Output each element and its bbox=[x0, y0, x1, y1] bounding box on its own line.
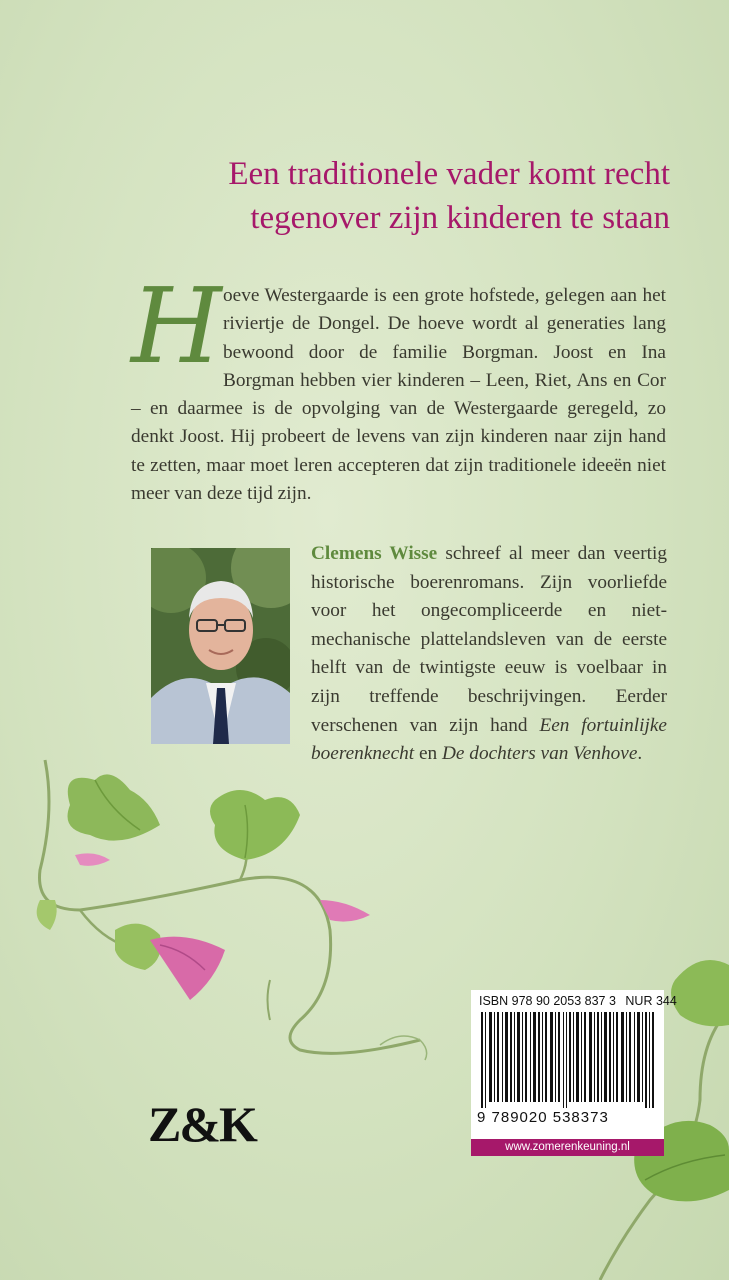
author-bio-text: schreef al meer dan veertig historische boerenromans. Zijn voorliefde voor het ongecompliceerde en niet-mechanische plattelandsleven van de eerste helft van de twintigste eeuw is voelbaar in zijn treffende beschrijvingen. Eerder verschenen van zijn hand bbox=[311, 543, 668, 736]
connector-text: en bbox=[418, 743, 438, 765]
blurb-paragraph bbox=[131, 265, 666, 508]
publisher-logo: Z&K bbox=[148, 1096, 256, 1152]
book-title-1: Een fortuinlijke boerenknecht bbox=[311, 714, 667, 765]
author-bio bbox=[311, 540, 667, 769]
author-portrait-illustration bbox=[151, 548, 290, 744]
publisher-website[interactable]: www.zomerenkeuning.nl bbox=[471, 1139, 664, 1156]
morning-glory-vine-illustration bbox=[0, 750, 460, 1070]
drop-cap: H bbox=[131, 265, 222, 387]
tagline bbox=[120, 152, 670, 240]
book-title-2: De dochters van Venhove bbox=[442, 743, 638, 765]
ean-digits: 9 789020 538373 bbox=[477, 1109, 609, 1126]
bio-end-punctuation: . bbox=[637, 743, 643, 765]
blurb-text: oeve Westergaarde is een grote hofstede, gelegen aan het riviertje de Dongel. De hoeve wordt al generaties lang bewoond door de familie Borgman. Joost en Ina Borgman hebben vier kinderen – Leen, Riet, Ans en Cor – en daarmee is de opvolging van de Westergaarde geregeld, zo denkt Joost. Hij probeert de levens van zijn kinderen naar zijn hand te zetten, maar moet leren accepteren dat zijn traditionele ideeën niet meer van deze tijd zijn. bbox=[131, 285, 666, 505]
tagline-line-2: tegenover zijn kinderen te staan bbox=[250, 200, 670, 236]
barcode-bars bbox=[479, 1012, 657, 1108]
barcode-panel bbox=[471, 990, 677, 1156]
isbn-line bbox=[479, 994, 677, 1008]
isbn-number: ISBN 978 90 2053 837 3 bbox=[479, 994, 616, 1008]
author-name: Clemens Wisse bbox=[311, 543, 438, 564]
nur-code: NUR 344 bbox=[625, 994, 677, 1008]
tagline-line-1: Een traditionele vader komt recht bbox=[228, 156, 670, 192]
author-photo bbox=[151, 548, 290, 744]
